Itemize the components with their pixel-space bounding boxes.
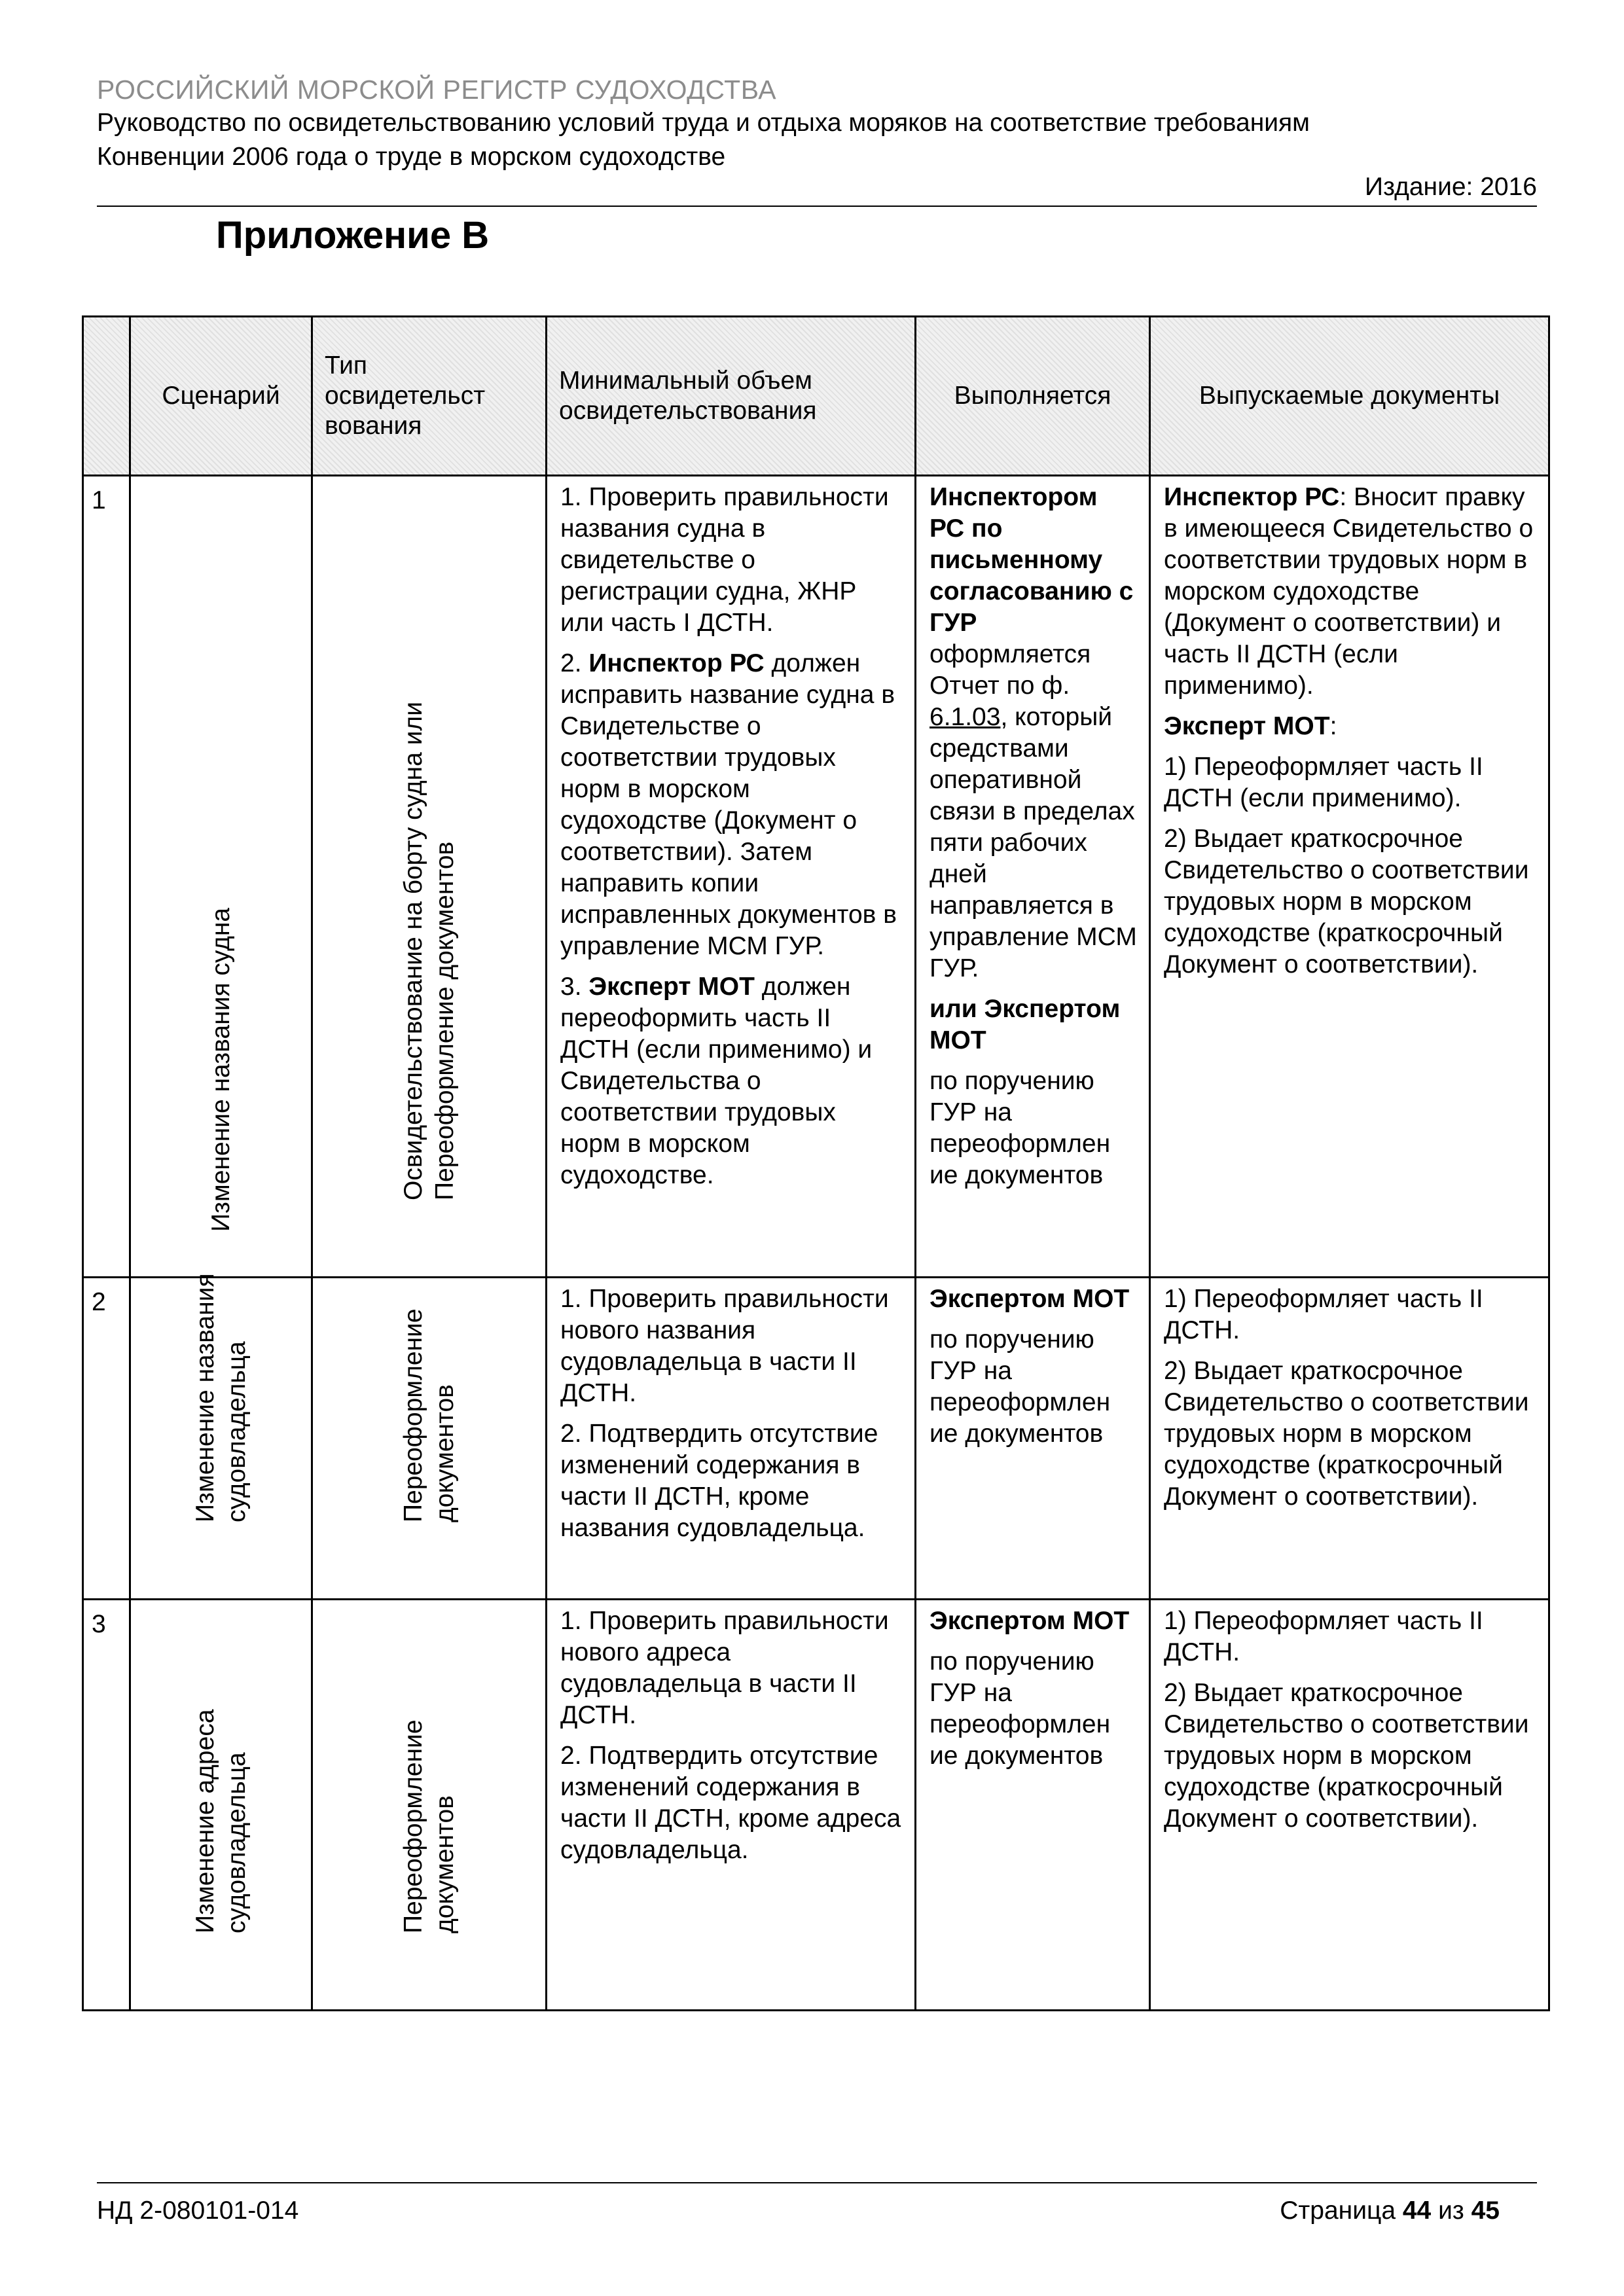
scope-item: 3. Эксперт МОТ должен переоформить часть II ДСТН (если применимо) и Свидетельства о соответствии трудовых норм в морском судоходстве. xyxy=(560,973,873,1189)
type-text-line: Переоформление xyxy=(399,1308,427,1522)
scenario-text-line: Изменение адреса xyxy=(190,1709,219,1933)
document-code: НД 2-080101-014 xyxy=(97,2197,299,2225)
performer-item: Инспектором РС по письменному согласованию с ГУР оформляется Отчет по ф. 6.1.03, который средствами оперативной связи в пределах пяти рабочих дней направляется в управление МСМ ГУР. xyxy=(929,483,1137,982)
scope-item: 1. Проверить правильности названия судна в свидетельстве о регистрации судна, ЖНР или часть I ДСТН. xyxy=(560,483,889,637)
performer-item: по поручению ГУР на переоформлен ие документов xyxy=(929,1067,1111,1189)
scenario-text-line: судовладельца xyxy=(222,1752,251,1933)
header-performer: Выполняется xyxy=(916,317,1150,476)
docs-cell xyxy=(1150,1600,1549,2011)
edition-label: Издание: 2016 xyxy=(1365,173,1537,201)
docs-item: 1) Переоформляет часть II ДСТН. xyxy=(1164,1285,1483,1344)
performer-cell xyxy=(916,1278,1150,1600)
guide-title-line-1: Руководство по освидетельствованию условий труда и отдыха моряков на соответствие требованиям xyxy=(97,109,1310,137)
scenario-table xyxy=(82,315,1550,2011)
performer-cell xyxy=(916,1600,1150,2011)
form-reference-link[interactable]: 6.1.03 xyxy=(929,703,1001,731)
docs-item: 2) Выдает краткосрочное Свидетельство о соответствии трудовых норм в морском судоходстве (краткосрочный Документ о соответствии). xyxy=(1164,825,1529,978)
performer-item: Экспертом МОТ xyxy=(929,1607,1130,1635)
scenario-cell xyxy=(130,1273,312,1600)
type-cell xyxy=(312,1600,547,2011)
guide-title-line-2: Конвенции 2006 года о труде в морском судоходстве xyxy=(97,143,726,171)
scope-item: 1. Проверить правильности нового названия судовладельца в части II ДСТН. xyxy=(560,1285,889,1407)
type-text-line: Освидетельствование на борту судна или xyxy=(399,702,427,1200)
docs-item: 2) Выдает краткосрочное Свидетельство о соответствии трудовых норм в морском судоходстве (краткосрочный Документ о соответствии). xyxy=(1164,1357,1529,1511)
scenario-text-line: судовладельца xyxy=(222,1341,251,1522)
scope-item: 2. Подтвердить отсутствие изменений содержания в части II ДСТН, кроме адреса судовладельца. xyxy=(560,1742,901,1864)
type-text-line: документов xyxy=(430,1795,459,1933)
header-scenario: Сценарий xyxy=(130,317,312,476)
performer-item: или Экспертом МОТ xyxy=(929,995,1121,1054)
scope-cell xyxy=(547,1278,916,1600)
document-header xyxy=(97,73,1530,174)
docs-item: Эксперт МОТ: xyxy=(1164,712,1337,740)
type-cell xyxy=(312,476,547,1278)
docs-item: 1) Переоформляет часть II ДСТН (если применимо). xyxy=(1164,753,1483,812)
table-row xyxy=(83,476,1549,1278)
docs-cell xyxy=(1150,1278,1549,1600)
performer-item: по поручению ГУР на переоформлен ие документов xyxy=(929,1647,1111,1770)
scenario-text-line: Изменение названия xyxy=(190,1273,219,1522)
type-text-line: Переоформление xyxy=(399,1719,427,1933)
docs-item: 1) Переоформляет часть II ДСТН. xyxy=(1164,1607,1483,1666)
header-num xyxy=(83,317,130,476)
row-number: 1 xyxy=(83,476,130,1278)
type-cell xyxy=(312,1278,547,1600)
page-number: Страница 44 из 45 xyxy=(1280,2197,1500,2225)
docs-item: Инспектор РС: Вносит правку в имеющееся Свидетельство о соответствии трудовых норм в морском судоходстве (Документ о соответствии) и часть II ДСТН (если применимо). xyxy=(1164,483,1534,700)
performer-cell xyxy=(916,476,1150,1278)
scenario-cell xyxy=(130,1600,312,2011)
table-row xyxy=(83,1278,1549,1600)
header-scope: Минимальный объем освидетельствования xyxy=(547,317,916,476)
table-header-row xyxy=(83,317,1549,476)
organization-name: РОССИЙСКИЙ МОРСКОЙ РЕГИСТР СУДОХОДСТВА xyxy=(97,75,777,105)
docs-item: 2) Выдает краткосрочное Свидетельство о соответствии трудовых норм в морском судоходстве (краткосрочный Документ о соответствии). xyxy=(1164,1679,1529,1833)
scope-cell xyxy=(547,476,916,1278)
header-type: Тип освидетельст вования xyxy=(312,317,547,476)
scenario-text: Изменение названия судна xyxy=(206,907,235,1232)
header-divider xyxy=(97,206,1537,207)
scope-cell xyxy=(547,1600,916,2011)
appendix-title: Приложение В xyxy=(216,214,490,257)
footer-divider xyxy=(97,2182,1537,2183)
performer-item: Экспертом МОТ xyxy=(929,1285,1130,1313)
header-docs: Выпускаемые документы xyxy=(1150,317,1549,476)
row-number: 2 xyxy=(83,1278,130,1600)
type-text-line: документов xyxy=(430,1384,459,1522)
scope-item: 1. Проверить правильности нового адреса судовладельца в части II ДСТН. xyxy=(560,1607,889,1729)
scope-item: 2. Инспектор РС должен исправить название судна в Свидетельстве о соответствии трудовых норм в морском судоходстве (Документ о соответствии). Затем направить копии исправленных документов в управление МСМ ГУР. xyxy=(560,649,897,960)
table-row xyxy=(83,1600,1549,2011)
performer-item: по поручению ГУР на переоформлен ие документов xyxy=(929,1325,1111,1448)
scope-item: 2. Подтвердить отсутствие изменений содержания в части II ДСТН, кроме названия судовладельца. xyxy=(560,1420,878,1542)
scenario-cell xyxy=(130,476,312,1278)
row-number: 3 xyxy=(83,1600,130,2011)
docs-cell xyxy=(1150,476,1549,1278)
type-text-line: Переоформление документов xyxy=(430,841,459,1200)
